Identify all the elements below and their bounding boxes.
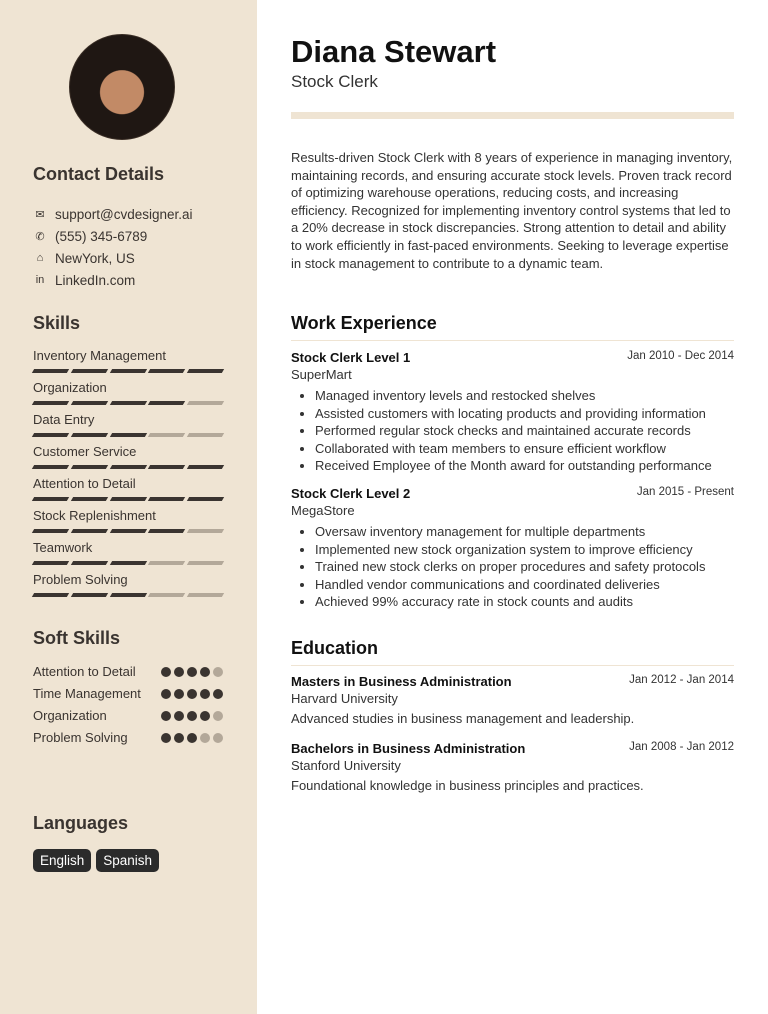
level-segment <box>148 593 185 597</box>
job-bullets <box>315 387 734 475</box>
level-segment <box>32 497 69 501</box>
level-segment <box>148 497 185 501</box>
level-segment <box>148 401 185 405</box>
level-segment <box>187 497 224 501</box>
skills-list <box>33 348 223 604</box>
rating-dot <box>187 689 197 699</box>
rating-dot <box>161 689 171 699</box>
skill-item <box>33 572 223 604</box>
skill-name: Problem Solving <box>33 572 128 587</box>
sidebar <box>0 0 257 1014</box>
level-segment <box>109 497 146 501</box>
rating-dot <box>161 711 171 721</box>
skill-name: Inventory Management <box>33 348 166 363</box>
bullet: • Received Employee of the Month award for outstanding performance <box>315 457 734 475</box>
level-segment <box>71 529 108 533</box>
job-header <box>291 486 734 501</box>
skill-level-bar <box>33 529 223 533</box>
skill-level-bar <box>33 369 223 373</box>
education-header <box>291 674 734 689</box>
soft-skills-heading: Soft Skills <box>33 628 121 648</box>
rating-dot <box>187 711 197 721</box>
contact-text: (555) 345-6789 <box>55 228 148 244</box>
level-segment <box>109 369 146 373</box>
bullet: • Trained new stock clerks on proper procedures and safety protocols <box>315 558 734 576</box>
bullet: • Collaborated with team members to ensure efficient workflow <box>315 440 734 458</box>
skill-item <box>33 540 223 572</box>
education-description: Foundational knowledge in business principles and practices. <box>291 778 644 793</box>
language-badge: Spanish <box>96 849 159 872</box>
level-segment <box>71 369 108 373</box>
skill-name: Teamwork <box>33 540 93 555</box>
bullet: • Managed inventory levels and restocked shelves <box>315 387 734 405</box>
level-segment <box>71 497 108 501</box>
bullet: • Handled vendor communications and coordinated deliveries <box>315 576 734 594</box>
education-entry <box>291 674 734 726</box>
skill-level-bar <box>33 465 223 469</box>
soft-skill-item <box>33 685 223 703</box>
skill-name: Attention to Detail <box>33 476 136 491</box>
skill-item <box>33 348 223 380</box>
skill-name: Customer Service <box>33 444 137 459</box>
job-role: Stock Clerk Level 1 <box>291 350 411 365</box>
level-segment <box>109 401 146 405</box>
soft-skill-item <box>33 663 223 681</box>
skill-item <box>33 380 223 412</box>
soft-skill-name: Attention to Detail <box>33 664 136 679</box>
job-entry <box>291 486 734 611</box>
soft-skill-name: Time Management <box>33 686 141 701</box>
bullet: • Implemented new stock organization system to improve efficiency <box>315 541 734 559</box>
phone-icon: ✆ <box>35 230 45 243</box>
level-segment <box>71 401 108 405</box>
school: Harvard University <box>291 691 398 706</box>
rating-dot <box>187 733 197 743</box>
level-segment <box>109 433 146 437</box>
level-segment <box>187 593 224 597</box>
level-segment <box>71 465 108 469</box>
contact-text: LinkedIn.com <box>55 272 136 288</box>
skill-level-bar <box>33 561 223 565</box>
rating-dot <box>213 667 223 677</box>
company: SuperMart <box>291 367 352 382</box>
rating-dot <box>161 667 171 677</box>
skill-name: Organization <box>33 380 107 395</box>
level-segment <box>148 433 185 437</box>
rating-dot <box>213 733 223 743</box>
skill-item <box>33 412 223 444</box>
skill-item <box>33 444 223 476</box>
soft-skill-item <box>33 707 223 725</box>
soft-skills-list <box>33 663 223 751</box>
level-segment <box>109 593 146 597</box>
skill-name: Stock Replenishment <box>33 508 156 523</box>
bullet: • Oversaw inventory management for multiple departments <box>315 523 734 541</box>
education-entry <box>291 741 734 793</box>
level-segment <box>109 465 146 469</box>
level-segment <box>71 561 108 565</box>
linkedin-icon: in <box>35 274 45 286</box>
level-segment <box>32 401 69 405</box>
degree: Bachelors in Business Administration <box>291 741 526 756</box>
level-segment <box>109 561 146 565</box>
soft-skill-name: Problem Solving <box>33 730 128 745</box>
skill-level-bar <box>33 433 223 437</box>
level-segment <box>32 561 69 565</box>
job-bullets <box>315 523 734 611</box>
level-segment <box>148 465 185 469</box>
work-heading: Work Experience <box>291 313 734 341</box>
level-segment <box>187 465 224 469</box>
job-title: Stock Clerk <box>291 72 378 91</box>
level-segment <box>148 369 185 373</box>
level-segment <box>71 433 108 437</box>
level-segment <box>187 529 224 533</box>
bullet: • Assisted customers with locating products and providing information <box>315 405 734 423</box>
education-dates: Jan 2008 - Jan 2012 <box>629 741 734 753</box>
bullet: • Performed regular stock checks and maintained accurate records <box>315 422 734 440</box>
level-segment <box>32 593 69 597</box>
language-badge: English <box>33 849 91 872</box>
level-segment <box>32 433 69 437</box>
contact-item <box>33 225 193 247</box>
contact-item <box>33 247 193 269</box>
degree: Masters in Business Administration <box>291 674 512 689</box>
rating-dot <box>213 711 223 721</box>
level-segment <box>187 401 224 405</box>
company: MegaStore <box>291 503 355 518</box>
rating-dot <box>174 711 184 721</box>
soft-skill-rating <box>161 733 223 747</box>
contact-item <box>33 203 193 225</box>
languages-list <box>33 849 159 872</box>
skill-level-bar <box>33 497 223 501</box>
soft-skill-name: Organization <box>33 708 107 723</box>
skill-level-bar <box>33 593 223 597</box>
level-segment <box>32 529 69 533</box>
rating-dot <box>200 667 210 677</box>
contact-text: NewYork, US <box>55 250 135 266</box>
soft-skill-rating <box>161 667 223 681</box>
contact-item <box>33 269 193 291</box>
skill-item <box>33 476 223 508</box>
rating-dot <box>174 689 184 699</box>
education-header <box>291 741 734 756</box>
soft-skill-item <box>33 729 223 747</box>
skill-level-bar <box>33 401 223 405</box>
level-segment <box>187 561 224 565</box>
school: Stanford University <box>291 758 401 773</box>
education-description: Advanced studies in business management and leadership. <box>291 711 635 726</box>
education-heading: Education <box>291 638 734 666</box>
name: Diana Stewart <box>291 34 497 69</box>
rating-dot <box>161 733 171 743</box>
email-icon: ✉ <box>35 208 45 221</box>
languages-heading: Languages <box>33 813 129 833</box>
level-segment <box>32 369 69 373</box>
level-segment <box>187 369 224 373</box>
rating-dot <box>200 689 210 699</box>
summary: Results-driven Stock Clerk with 8 years of experience in managing inventory, maintaining records, and ensuring accurate stock levels. Proven track record of optimizing warehouse operations, reducing costs, and increasing efficiency. Recognized for implementing inventory control systems that led to a 20% decrease in stock discrepancies. Strong attention to detail and ability to work efficiently in fast-paced environments. Seeking to leverage expertise in stock management to contribute to a dynamic team. <box>291 150 733 271</box>
rating-dot <box>187 667 197 677</box>
job-role: Stock Clerk Level 2 <box>291 486 411 501</box>
level-segment <box>148 561 185 565</box>
home-icon: ⌂ <box>36 252 44 264</box>
rating-dot <box>174 667 184 677</box>
bullet: • Achieved 99% accuracy rate in stock counts and audits <box>315 593 734 611</box>
level-segment <box>148 529 185 533</box>
job-entry <box>291 350 734 475</box>
rating-dot <box>174 733 184 743</box>
level-segment <box>187 433 224 437</box>
rating-dot <box>213 689 223 699</box>
level-segment <box>109 529 146 533</box>
level-segment <box>71 593 108 597</box>
soft-skill-rating <box>161 711 223 725</box>
skill-name: Data Entry <box>33 412 95 427</box>
contact-list <box>33 203 193 291</box>
soft-skill-rating <box>161 689 223 703</box>
skill-item <box>33 508 223 540</box>
level-segment <box>32 465 69 469</box>
avatar <box>69 34 175 140</box>
skills-heading: Skills <box>33 313 81 333</box>
job-dates: Jan 2010 - Dec 2014 <box>627 350 734 362</box>
contact-heading: Contact Details <box>33 164 165 184</box>
divider <box>291 112 734 119</box>
education-dates: Jan 2012 - Jan 2014 <box>629 674 734 686</box>
job-dates: Jan 2015 - Present <box>636 486 734 498</box>
job-header <box>291 350 734 365</box>
rating-dot <box>200 711 210 721</box>
contact-text: support@cvdesigner.ai <box>55 206 193 222</box>
rating-dot <box>200 733 210 743</box>
